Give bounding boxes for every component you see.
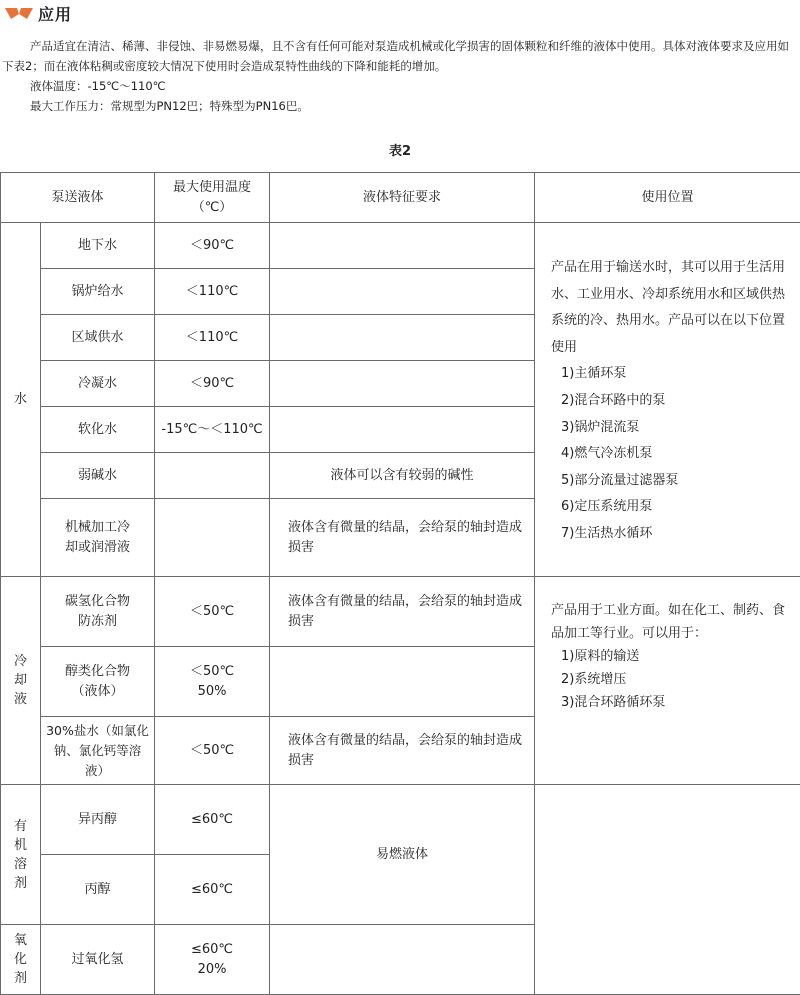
section-title: 应用 (38, 2, 72, 25)
usage-item: 2)系统增压 (551, 668, 794, 691)
liquid-name: 异丙醇 (41, 785, 155, 855)
liquid-requirement: 易燃液体 (270, 785, 535, 925)
max-temp: ≤60℃ (155, 855, 270, 925)
max-temp (155, 499, 270, 577)
liquid-name: 机械加工冷却或润滑液 (41, 499, 155, 577)
liquid-name: 冷凝水 (41, 361, 155, 407)
max-temp: ＜50℃ (155, 577, 270, 647)
liquid-requirement (270, 269, 535, 315)
header-temp: 最大使用温度（℃） (155, 173, 270, 223)
usage-item: 4)燃气冷冻机泵 (551, 441, 794, 468)
max-temp: -15℃～＜110℃ (155, 407, 270, 453)
header-liquid: 泵送液体 (1, 173, 155, 223)
usage-water (535, 223, 800, 577)
liquid-name: 碳氢化合物防冻剂 (41, 577, 155, 647)
max-temp: ＜50℃ 50% (155, 647, 270, 717)
table-header-row (1, 173, 800, 223)
liquid-name: 软化水 (41, 407, 155, 453)
max-temp: ＜50℃ (155, 717, 270, 785)
usage-item: 3)混合环路循环泵 (551, 691, 794, 714)
max-temp: ＜90℃ (155, 361, 270, 407)
usage-item: 2)混合环路中的泵 (551, 388, 794, 415)
liquid-requirement: 液体含有微量的结晶，会给泵的轴封造成损害 (270, 499, 535, 577)
table-row (1, 223, 800, 269)
header-req: 液体特征要求 (270, 173, 535, 223)
liquid-requirement: 液体含有微量的结晶，会给泵的轴封造成损害 (270, 577, 535, 647)
usage-item: 5)部分流量过滤器泵 (551, 468, 794, 495)
liquid-temperature: 液体温度：-15℃～110℃ (2, 76, 798, 96)
liquid-name: 弱碱水 (41, 453, 155, 499)
max-temp: ≤60℃ (155, 785, 270, 855)
max-temp: ＜90℃ (155, 223, 270, 269)
intro-text (2, 36, 798, 116)
liquid-requirement: 液体含有微量的结晶，会给泵的轴封造成损害 (270, 717, 535, 785)
group-solvent: 有机溶剂 (1, 785, 41, 925)
usage-other (535, 785, 800, 995)
max-pressure: 最大工作压力：常规型为PN12巴；特殊型为PN16巴。 (2, 96, 798, 116)
liquid-name: 丙醇 (41, 855, 155, 925)
usage-item: 1)主循环泵 (551, 361, 794, 388)
table-row (1, 577, 800, 647)
max-temp: ≤60℃ 20% (155, 925, 270, 995)
liquid-requirement (270, 361, 535, 407)
liquid-requirement: 液体可以含有较弱的碱性 (270, 453, 535, 499)
group-oxidizer: 氧化剂 (1, 925, 41, 995)
table-row (1, 785, 800, 855)
liquid-requirement (270, 407, 535, 453)
group-water: 水 (1, 223, 41, 577)
liquid-requirement (270, 647, 535, 717)
usage-water-text: 产品在用于输送水时，其可以用于生活用水、工业用水、冷却系统用水和区域供热系统的冷、热用水。产品可以在以下位置使用 (551, 255, 794, 361)
usage-item: 6)定压系统用泵 (551, 494, 794, 521)
liquid-name: 区域供水 (41, 315, 155, 361)
liquid-name: 过氧化氢 (41, 925, 155, 995)
max-temp: ＜110℃ (155, 269, 270, 315)
usage-industry-text: 产品用于工业方面。如在化工、制药、食品加工等行业。可以用于： (551, 599, 794, 645)
usage-industry (535, 577, 800, 785)
liquid-spec-table (0, 172, 800, 995)
liquid-name: 锅炉给水 (41, 269, 155, 315)
intro-paragraph: 产品适宜在清洁、稀薄、非侵蚀、非易燃易爆，且不含有任何可能对泵造成机械或化学损害的固体颗粒和纤维的液体中使用。具体对液体要求及应用如下表2；而在液体粘稠或密度较大情况下使用时会造成泵特性曲线的下降和能耗的增加。 (2, 36, 798, 76)
liquid-requirement (270, 315, 535, 361)
table-caption: 表2 (0, 140, 800, 159)
max-temp: ＜110℃ (155, 315, 270, 361)
liquid-name: 地下水 (41, 223, 155, 269)
liquid-requirement (270, 223, 535, 269)
liquid-name: 醇类化合物（液体） (41, 647, 155, 717)
section-heading (4, 2, 72, 24)
usage-item: 1)原料的输送 (551, 645, 794, 668)
orange-wing-icon (4, 5, 34, 21)
liquid-name: 30%盐水（如氯化钠、氯化钙等溶液） (41, 717, 155, 785)
header-usage: 使用位置 (535, 173, 800, 223)
max-temp (155, 453, 270, 499)
usage-item: 3)锅炉混流泵 (551, 415, 794, 442)
group-coolant: 冷却液 (1, 577, 41, 785)
liquid-requirement (270, 925, 535, 995)
usage-item: 7)生活热水循环 (551, 521, 794, 548)
